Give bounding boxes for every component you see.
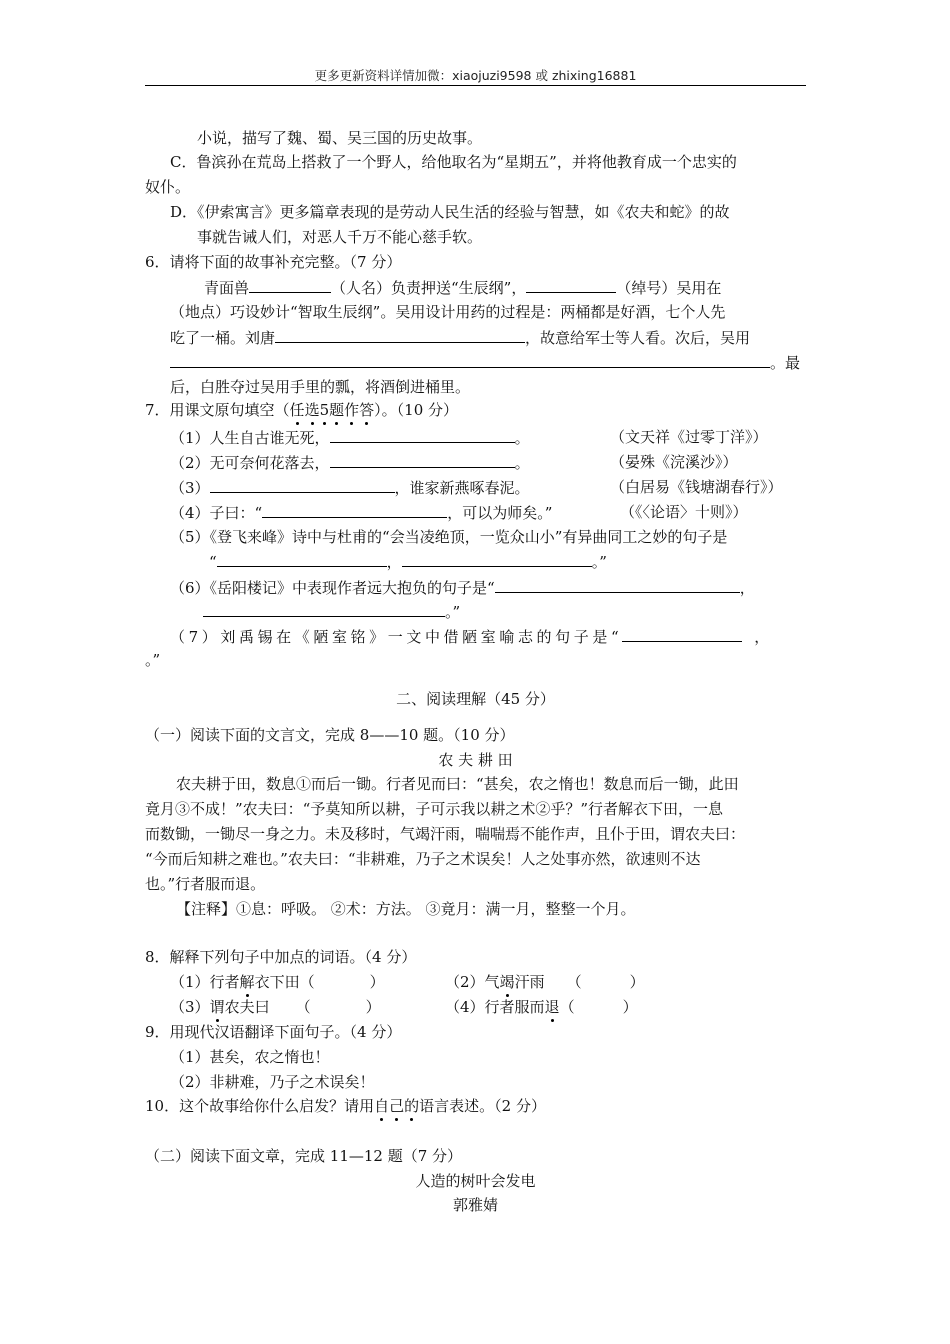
item-text: 10．这个故事给你什么启发？请用 <box>145 1097 375 1115</box>
q10-title <box>145 1096 546 1116</box>
item-text: （1）行者 <box>170 973 240 991</box>
item-text: （ <box>559 998 575 1016</box>
emphasis-char: 退 <box>544 998 560 1016</box>
q7-item-7-end: 。” <box>145 651 161 669</box>
q6-line1 <box>204 277 721 298</box>
item-text: 农夫曰 <box>224 998 270 1016</box>
passage-line-2: 竟月③不成！”农夫曰：“予莫知所以耕，子可示我以耕之术②乎？”行者解衣下田，一息 <box>145 800 724 818</box>
q6-line5: 后，白胜夺过吴用手里的瓢，将酒倒进桶里。 <box>170 378 471 396</box>
emphasis-char: 作 <box>344 401 360 419</box>
passage-line-3: 而数锄，一锄尽一身之力。未及移时，气竭汗雨，喘喘焉不能作声，且仆于田，谓农夫曰： <box>145 825 746 843</box>
emphasis-char: 解 <box>239 973 255 991</box>
passage-line-1: 农夫耕于田，数息①而后一锄。行者见而曰：“甚矣，农之惰也！数息而后一锄，此田 <box>176 775 739 793</box>
q7-item-3 <box>170 477 530 498</box>
blank-q7-6a[interactable] <box>495 577 740 593</box>
emphasis-char: 谓 <box>209 998 225 1016</box>
item-number: （6） <box>170 579 210 597</box>
page-header: 更多更新资料详情加微：xiaojuzi9598 或 zhixing16881 <box>314 68 637 83</box>
item-text: （3） <box>170 998 210 1016</box>
q6-line2: （地点）巧设妙计“智取生辰纲”。吴用设计用药的过程是：两桶都是好酒，七个人先 <box>170 303 726 321</box>
blank-q7-5a[interactable] <box>217 551 387 567</box>
q7-item-5 <box>170 527 727 547</box>
item-text: 人生自古谁无死， <box>209 429 330 447</box>
part1-intro: （一）阅读下面的文言文，完成 8——10 题。（10 分） <box>145 726 515 744</box>
item-text: 。” <box>445 603 461 621</box>
section-title: 二、阅读理解（45 分） <box>396 690 555 708</box>
q6-text-3b: ，故意给军士等人看。次后，吴用 <box>525 329 751 347</box>
item-text: （ <box>295 998 311 1016</box>
q9-sentence-2: （2）非耕难，乃子之术误矣！ <box>170 1073 375 1091</box>
item-number: （4） <box>170 504 210 522</box>
item-text: ，谁家新燕啄春泥。 <box>394 479 530 497</box>
item-text: ， <box>754 628 773 646</box>
blank-q7-6b[interactable] <box>203 601 445 617</box>
item-text: 。 <box>514 429 530 447</box>
q5-option-b-continuation: 小说，描写了魏、蜀、吴三国的历史故事。 <box>197 129 483 147</box>
item-text: ） <box>369 973 385 991</box>
item-text: （ <box>566 973 582 991</box>
blank-name[interactable] <box>249 277 331 293</box>
emphasis-char: 选 <box>304 401 320 419</box>
q7-item-3-source: （白居易《钱塘湖春行》） <box>610 478 783 496</box>
passage-line-5: 也。”行者服而退。 <box>145 875 266 893</box>
q5-option-d-line2: 事就告诫人们，对恶人千万不能心慈手软。 <box>197 228 483 246</box>
item-number: （2） <box>170 454 210 472</box>
passage-line-4: “今而后知耕之难也。”农夫曰：“非耕难，乃子之术误矣！人之处事亦然，欲速则不达 <box>145 850 701 868</box>
item-text: ， <box>739 579 755 597</box>
item-text: 。 <box>514 454 530 472</box>
q7-title <box>145 400 458 420</box>
item-text: 。” <box>591 553 607 571</box>
item-number: （1） <box>170 429 210 447</box>
q7-item-7 <box>170 626 773 647</box>
blank-q7-7[interactable] <box>622 626 742 642</box>
blank-wuyong[interactable] <box>170 352 770 368</box>
emphasis-char: 任 <box>289 401 305 419</box>
blank-q7-2[interactable] <box>330 452 515 468</box>
item-text: ，可以为师矣。” <box>447 504 553 522</box>
emphasis-char: 的 <box>404 1097 420 1115</box>
q5-option-c-line2: 奴仆。 <box>145 178 191 196</box>
part2-intro: （二）阅读下面文章，完成 11—12 题（7 分） <box>145 1147 463 1165</box>
q8-title: 8．解释下列句子中加点的词语。（4 分） <box>145 948 417 966</box>
q7-item-6-answer <box>203 601 460 622</box>
item-text: ） <box>365 998 381 1016</box>
q7-item-1-source: （文天祥《过零丁洋》） <box>610 428 768 446</box>
item-text: 《岳阳楼记》中表现作者远大抱负的句子是“ <box>209 579 495 597</box>
q7-item-1 <box>170 427 530 448</box>
item-number: （3） <box>170 479 210 497</box>
emphasis-char: 5 <box>319 401 330 419</box>
q7-item-4-source: （《〈论语〉十则》） <box>620 503 748 521</box>
article-title: 人造的树叶会发电 <box>415 1172 536 1190</box>
blank-q7-4[interactable] <box>262 502 447 518</box>
emphasis-char: 题 <box>329 401 345 419</box>
item-text: （7）刘禹锡在《陋室铭》一文中借陋室喻志的句子是“ <box>170 628 623 646</box>
item-text: 《登飞来峰》诗中与杜甫的“会当凌绝顶，一览众山小”有异曲同工之妙的句子是 <box>209 528 728 546</box>
q6-line4 <box>170 352 800 373</box>
item-text: 语言表述。（2 分） <box>419 1097 546 1115</box>
item-text: 子曰：“ <box>209 504 263 522</box>
q5-option-c-line1: C．鲁滨孙在荒岛上搭救了一个野人，给他取名为“星期五”，并将他教育成一个忠实的 <box>170 153 737 171</box>
passage-notes: 【注释】①息：呼吸。 ②术：方法。 ③竟月：满一月，整整一个月。 <box>176 900 636 918</box>
q5-option-d-line1: D．《伊索寓言》更多篇章表现的是劳动人民生活的经验与智慧，如《农夫和蛇》的故 <box>170 203 730 221</box>
emphasis-char: 己 <box>389 1097 405 1115</box>
q9-title: 9．用现代汉语翻译下面句子。（4 分） <box>145 1023 402 1041</box>
item-text: 无可奈何花落去， <box>209 454 330 472</box>
q8-item-4 <box>445 997 638 1017</box>
passage-title: 农 夫 耕 田 <box>438 751 513 769</box>
q7-item-5-answer <box>209 551 607 572</box>
header-rule <box>145 85 806 86</box>
q6-title: 6．请将下面的故事补充完整。（7 分） <box>145 253 402 271</box>
q6-text-1c: （绰号）吴用在 <box>616 279 722 297</box>
article-author: 郭雅婧 <box>452 1196 498 1214</box>
item-text: ） <box>622 998 638 1016</box>
q8-item-1 <box>170 972 385 992</box>
emphasis-char: 竭 <box>499 973 515 991</box>
blank-nickname[interactable] <box>526 277 616 293</box>
q7-item-2 <box>170 452 530 473</box>
item-text: （4）行者服而 <box>445 998 545 1016</box>
item-text: 衣下田（ <box>254 973 315 991</box>
q7-item-2-source: （晏殊《浣溪沙》） <box>610 453 738 471</box>
q6-text-1b: （人名）负责押送“生辰纲”， <box>331 279 527 297</box>
q7-item-6 <box>170 577 755 598</box>
blank-q7-3[interactable] <box>210 477 395 493</box>
q6-line3 <box>170 327 750 348</box>
q6-text-3a: 吃了一桶。刘唐 <box>170 329 276 347</box>
q8-item-2 <box>445 972 645 992</box>
item-text: （2）气 <box>445 973 500 991</box>
q7-title-b: ）。（10 分） <box>374 401 459 419</box>
q8-item-3 <box>170 997 381 1017</box>
blank-liutang[interactable] <box>275 327 525 343</box>
q7-item-4 <box>170 502 552 523</box>
q7-title-a: 7．用课文原句填空（ <box>145 401 290 419</box>
item-text: ， <box>386 553 402 571</box>
emphasis-char: 答 <box>359 401 375 419</box>
q6-text-4end: 。最 <box>770 354 801 372</box>
item-text: “ <box>209 553 217 571</box>
item-text: 汗雨 <box>514 973 545 991</box>
item-number: （5） <box>170 528 210 546</box>
emphasis-char: 自 <box>374 1097 390 1115</box>
q9-sentence-1: （1）甚矣，农之惰也！ <box>170 1048 330 1066</box>
q6-text-1a: 青面兽 <box>204 279 250 297</box>
blank-q7-1[interactable] <box>330 427 515 443</box>
item-text: ） <box>629 973 645 991</box>
blank-q7-5b[interactable] <box>402 551 592 567</box>
